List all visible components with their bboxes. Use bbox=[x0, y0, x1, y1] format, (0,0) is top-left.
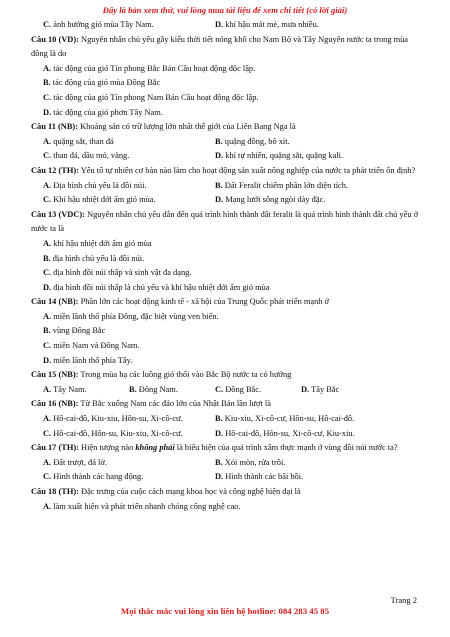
option-b: B. quặng đồng, bô xít. bbox=[215, 136, 290, 146]
answer-row bbox=[31, 470, 419, 485]
option-c: C. tác động của gió Tín phong Nam Bán Cầu hoạt động độc lập. bbox=[43, 92, 259, 102]
option-a: A. Hô-cai-đô, Kiu-xiu, Hôn-su, Xi-cô-cư. bbox=[43, 414, 183, 424]
question-15: Câu 15 (NB): Trong mùa hạ các luồng gió thổi vào Bắc Bộ nước ta có hướng bbox=[31, 370, 292, 380]
option-a: A. khí hậu nhiệt đới ẩm gió mùa bbox=[43, 238, 152, 248]
option-d: D. Hình thành các bãi bồi. bbox=[215, 472, 304, 482]
option-b: B. Đông Nam. bbox=[129, 384, 178, 394]
option-c: C. Đông Bắc. bbox=[215, 384, 262, 394]
option-a: A. quặng sắt, than đá bbox=[43, 136, 114, 146]
option-d: D. tác động của gió phơn Tây Nam. bbox=[43, 107, 163, 117]
option-c: C. miền Nam và Đông Nam. bbox=[43, 341, 140, 351]
question-18: Câu 18 (TH): Đặc trưng của cuộc cách mạng khoa học và công nghệ hiện đại là bbox=[31, 487, 301, 496]
hotline-footer: Mọi thắc mắc vui lòng xin liên hệ hotline: 084 283 45 85 bbox=[120, 606, 330, 616]
option-a: A. tác động của gió Tín phong Bắc Bán Cầu hoạt động độc lập. bbox=[43, 63, 256, 73]
answer-row bbox=[31, 149, 419, 164]
option-c: C. địa hình đồi núi thấp và sinh vật đa dạng. bbox=[43, 268, 192, 278]
option-c: C. than đá, dầu mỏ, vàng. bbox=[43, 151, 130, 161]
option-a: A. Địa hình chủ yếu là đồi núi. bbox=[43, 180, 147, 190]
option-c: C. Hình thành các hang động. bbox=[43, 472, 144, 482]
question-16: Câu 16 (NB): Từ Bắc xuống Nam các đảo lớn của Nhật Bản lần lượt là bbox=[31, 399, 271, 409]
question-list bbox=[31, 18, 419, 514]
answer-row bbox=[31, 456, 419, 471]
option-c: C. Hô-cai-đô, Hôn-su, Kiu-xiu, Xi-cô-cư. bbox=[43, 428, 183, 438]
option-d: D. Mạng lưới sông ngòi dày đặc. bbox=[215, 195, 326, 205]
option-d: D. Hô-cai-đô, Hôn-su, Xi-cô-cư, Kiu-xiu. bbox=[215, 428, 355, 438]
option-c: C. ảnh hưởng gió mùa Tây Nam. bbox=[43, 20, 154, 29]
option-b: B. Xói mòn, rửa trôi. bbox=[215, 457, 286, 467]
answer-row bbox=[31, 179, 419, 194]
option-b: B. tác động của gió mùa Đông Bắc bbox=[43, 78, 161, 88]
option-b: B. Đất Feralit chiếm phần lớn diện tích. bbox=[215, 180, 349, 190]
answer-row bbox=[31, 383, 419, 398]
option-d: D. địa hình đồi núi thấp là chủ yếu và khí hậu nhiệt đới ẩm gió mùa bbox=[43, 282, 270, 292]
preview-notice: Đây là bản xem thử, vui lòng mua tài liệu để xem chi tiết (có lời giải) bbox=[102, 5, 348, 15]
option-a: A. làm xuất hiện và phát triển nhanh chóng công nghệ cao. bbox=[43, 501, 241, 511]
answer-row bbox=[31, 193, 419, 208]
answer-row bbox=[31, 135, 419, 150]
question-11: Câu 11 (NB): Khoáng sản có trữ lượng lớn nhất thế giới của Liên Bang Nga là bbox=[31, 122, 296, 132]
answer-row bbox=[31, 412, 419, 427]
question-14: Câu 14 (NB): Phần lớn các hoạt động kinh tế - xã hội của Trung Quốc phát triển mạnh ở bbox=[31, 297, 329, 307]
option-b: B. địa hình chủ yếu là đồi núi. bbox=[43, 253, 145, 263]
page-number: Trang 2 bbox=[390, 595, 417, 605]
option-d: D. miền lãnh thổ phía Tây. bbox=[43, 355, 133, 365]
option-d: D. khí tự nhiên, quặng sắt, quặng kali. bbox=[215, 151, 344, 161]
option-a: A. miền lãnh thổ phía Đông, đặc biệt vùng ven biển. bbox=[43, 311, 219, 321]
option-a: A. Đất trượt, đá lở. bbox=[43, 457, 107, 467]
answer-row bbox=[31, 18, 419, 33]
question-13: Câu 13 (VDC): Nguyên nhân chủ yếu dẫn đến quá trình hình thành đất feralit là quá trình hình thành đất chủ yếu ở nước ta là bbox=[31, 209, 419, 234]
question-17: Câu 17 (TH): Hiện tượng nào không phải là biểu hiện của quá trình xâm thực mạnh ở vùng đồi núi nước ta? bbox=[31, 443, 398, 453]
option-b: B. vùng Đông Bắc bbox=[43, 326, 106, 336]
answer-row bbox=[31, 427, 419, 442]
question-12: Câu 12 (TH): Yếu tố tự nhiên cơ bản nào làm cho hoạt động sản xuất nông nghiệp của nước ta phát triển ổn định? bbox=[31, 165, 416, 175]
option-c: C. Khí hậu nhiệt đới ẩm gió mùa. bbox=[43, 195, 156, 205]
question-10: Câu 10 (VD): Nguyên nhân chủ yếu gây kiểu thời tiết nóng khô cho Nam Bộ và Tây Nguyên nước ta trong mùa đông là do bbox=[31, 34, 409, 59]
option-b: B. Kiu-xiu, Xi-cô-cư, Hôn-su, Hô-cai-đô. bbox=[215, 414, 355, 424]
option-d: D. khí hậu mát mẻ, mưa nhiều. bbox=[215, 20, 319, 29]
option-d: D. Tây Bắc bbox=[301, 384, 340, 394]
option-a: A. Tây Nam. bbox=[43, 384, 87, 394]
